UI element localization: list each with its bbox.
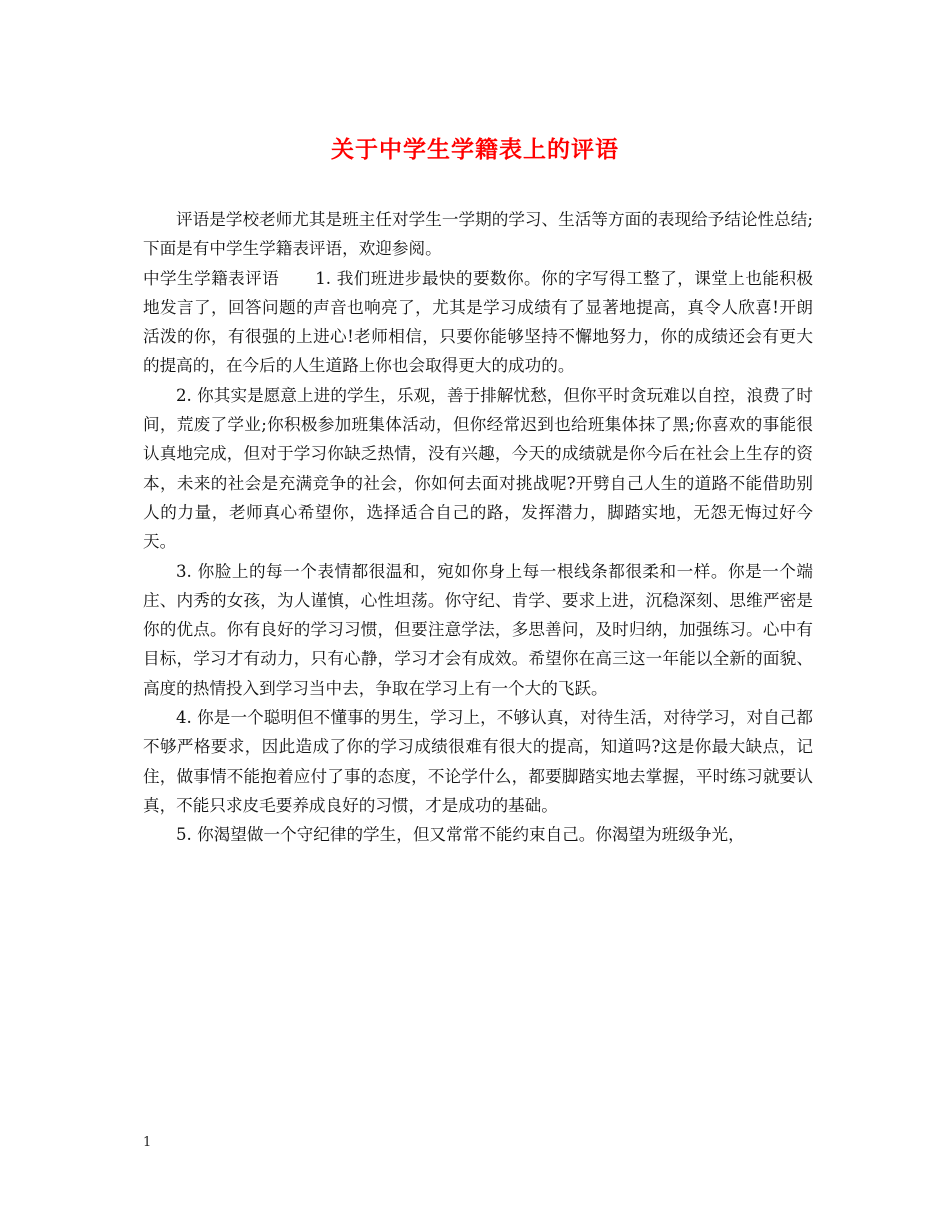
intro-paragraph: 评语是学校老师尤其是班主任对学生一学期的学习、生活等方面的表现给予结论性总结;下面是有中学生学籍表评语，欢迎参阅。	[143, 210, 813, 259]
page-number: 1	[143, 1135, 152, 1150]
page-title: 关于中学生学籍表上的评语	[331, 137, 619, 163]
item-paragraph-3: 3. 你脸上的每一个表情都很温和，宛如你身上每一根线条都很柔和一样。你是一个端庄、内秀的女孩，为人谨慎，心性坦荡。你守纪、肯学、要求上进，沉稳深刻、思维严密是你的优点。你有良好的学习习惯，但要注意学法，多思善问，及时归纳，加强练习。心中有目标，学习才有动力，只有心静，学习才会有成效。希望你在高三这一年能以全新的面貌、高度的热情投入到学习当中去，争取在学习上有一个大的飞跃。	[143, 561, 813, 698]
item-paragraph-2: 2. 你其实是愿意上进的学生，乐观，善于排解忧愁，但你平时贪玩难以自控，浪费了时间，荒废了学业;你积极参加班集体活动，但你经常迟到也给班集体抹了黑;你喜欢的事能很认真地完成，但对于学习你缺乏热情，没有兴趣，今天的成绩就是你今后在社会上生存的资本，未来的社会是充满竞争的社会，你如何去面对挑战呢?开劈自己人生的道路不能借助别人的力量，老师真心希望你，选择适合自己的路，发挥潜力，脚踏实地，无怨无悔过好今天。	[143, 385, 813, 552]
item-paragraph-5: 5. 你渴望做一个守纪律的学生，但又常常不能约束自己。你渴望为班级争光，	[176, 825, 745, 845]
item-paragraph-1	[143, 264, 813, 381]
item-text-1: 1. 我们班进步最快的要数你。你的字写得工整了，课堂上也能积极地发言了，回答问题的声音也响亮了，尤其是学习成绩有了显著地提高，真令人欣喜!开朗活泼的你，有很强的上进心!老师相信，只要你能够坚持不懈地努力，你的成绩还会有更大的提高的，在今后的人生道路上你也会取得更大的成功的。	[143, 268, 814, 376]
document-body	[143, 205, 813, 850]
section-label: 中学生学籍表评语	[143, 268, 280, 288]
item-paragraph-4: 4. 你是一个聪明但不懂事的男生，学习上，不够认真，对待生活，对待学习，对自己都不够严格要求，因此造成了你的学习成绩很难有很大的提高，知道吗?这是你最大缺点，记住，做事情不能抱着应付了事的态度，不论学什么，都要脚踏实地去掌握，平时练习就要认真，不能只求皮毛要养成良好的习惯，才是成功的基础。	[143, 708, 813, 815]
